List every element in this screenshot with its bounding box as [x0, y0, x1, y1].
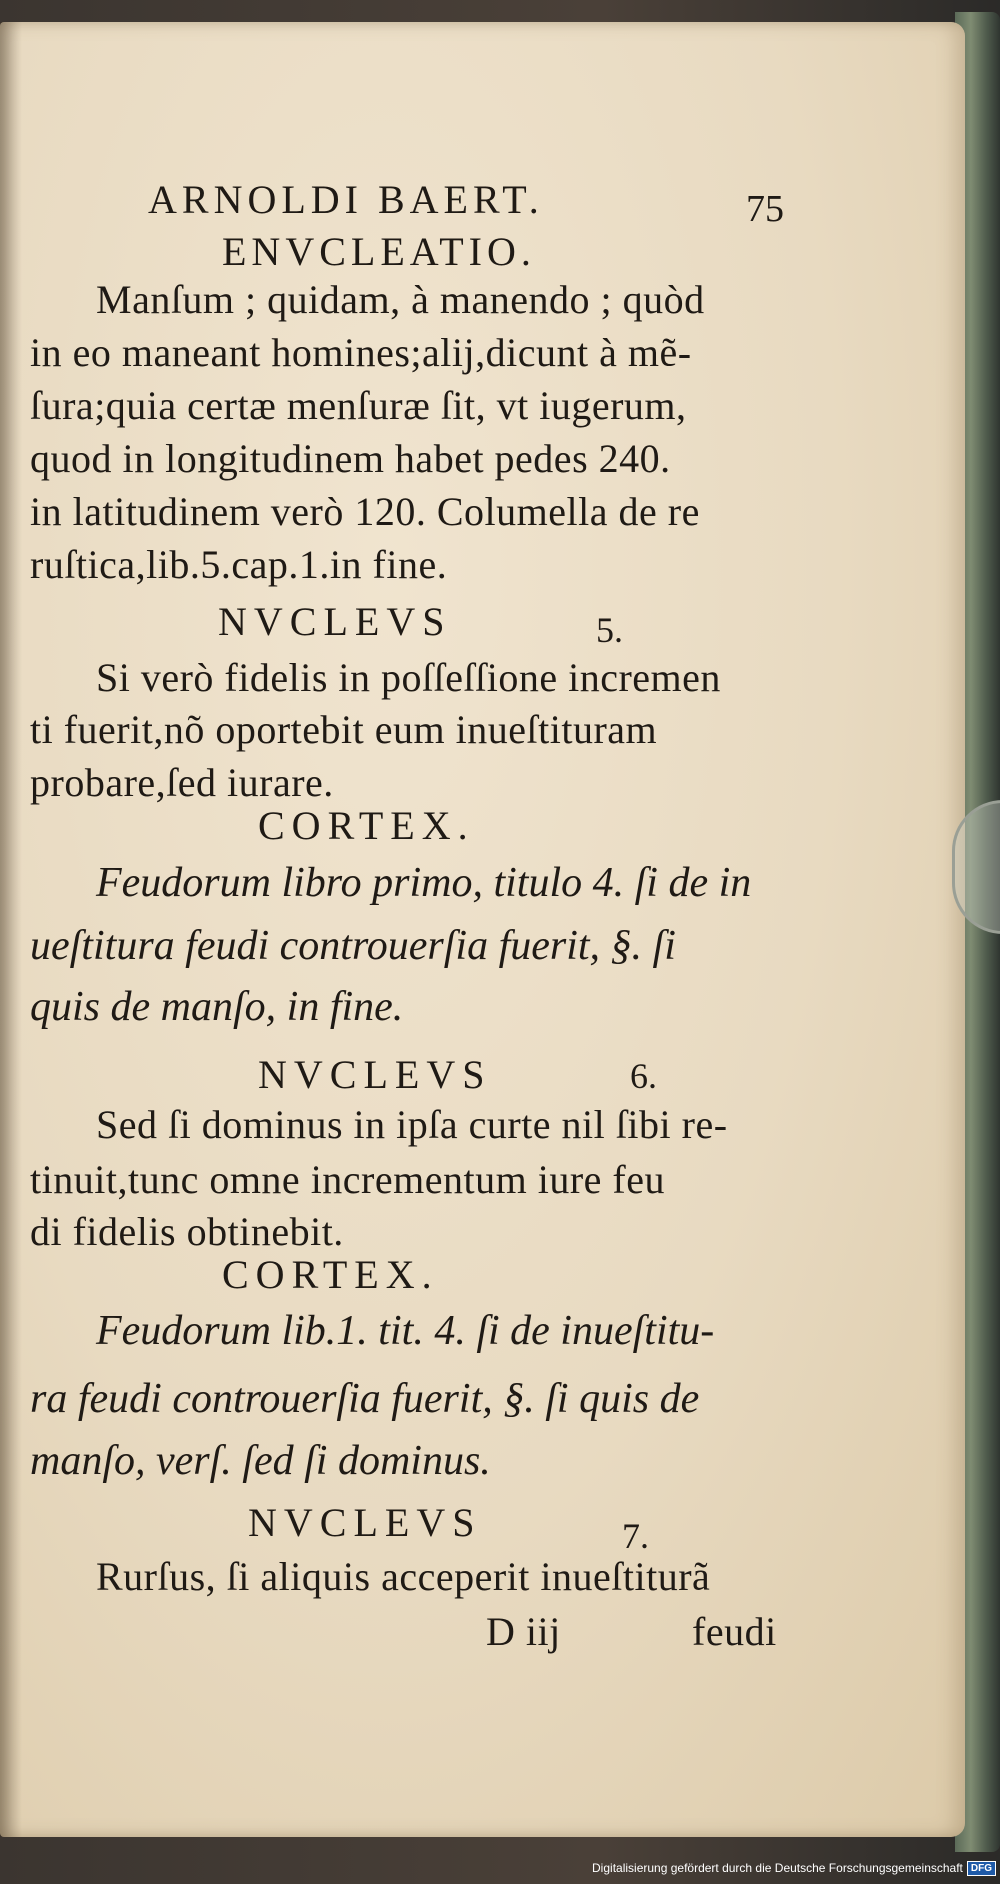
- text-line: Rurſus, ſi aliquis acceperit inueſtiturã: [96, 1554, 711, 1599]
- nucleus-heading: NVCLEVS: [258, 1052, 492, 1097]
- signature-mark: D iij: [486, 1609, 561, 1654]
- nucleus-heading: NVCLEVS: [248, 1500, 482, 1545]
- text-line: Si verò fidelis in poſſeſſione incremen: [96, 655, 721, 700]
- text-line: ruſtica,lib.5.cap.1.in fine.: [30, 542, 448, 587]
- text-line: probare,ſed iurare.: [30, 760, 334, 805]
- dfg-logo: DFG: [967, 1861, 996, 1876]
- cortex-heading: CORTEX.: [258, 803, 475, 848]
- nucleus-number: 6.: [630, 1056, 657, 1096]
- citation-line: Feudorum libro primo, titulo 4. ſi de in: [96, 860, 752, 906]
- running-title: ARNOLDI BAERT.: [148, 177, 544, 222]
- text-line: ſura;quia certæ menſuræ ſit, vt iugerum,: [30, 383, 687, 428]
- text-line: di fidelis obtinebit.: [30, 1209, 344, 1254]
- section-subtitle: ENVCLEATIO.: [222, 229, 536, 274]
- page-number: 75: [746, 188, 784, 230]
- text-line: Manſum ; quidam, à manendo ; quòd: [96, 277, 705, 322]
- nucleus-heading: NVCLEVS: [218, 599, 452, 644]
- digitization-credit: [592, 1858, 996, 1878]
- nucleus-number: 7.: [622, 1516, 649, 1556]
- text-line: Sed ſi dominus in ipſa curte nil ſibi re-: [96, 1102, 728, 1147]
- credit-text: Digitalisierung gefördert durch die Deutsche Forschungsgemeinschaft: [592, 1861, 963, 1875]
- citation-line: ueſtitura feudi controuerſia fuerit, §. ſi: [30, 923, 676, 969]
- citation-line: quis de manſo, in fine.: [30, 984, 404, 1030]
- cortex-heading: CORTEX.: [222, 1252, 439, 1297]
- citation-line: manſo, verſ. ſed ſi dominus.: [30, 1438, 491, 1484]
- text-line: ti fuerit,nõ oportebit eum inueſtituram: [30, 707, 658, 752]
- nucleus-number: 5.: [596, 610, 623, 650]
- text-line: quod in longitudinem habet pedes 240.: [30, 436, 671, 481]
- text-line: in eo maneant homines;alij,dicunt à mẽ-: [30, 330, 692, 375]
- catchword: feudi: [692, 1609, 777, 1654]
- citation-line: Feudorum lib.1. tit. 4. ſi de inueſtitu-: [96, 1308, 715, 1354]
- text-line: in latitudinem verò 120. Columella de re: [30, 489, 700, 534]
- citation-line: ra feudi controuerſia fuerit, §. ſi quis de: [30, 1376, 700, 1422]
- text-line: tinuit,tunc omne incrementum iure feu: [30, 1157, 665, 1202]
